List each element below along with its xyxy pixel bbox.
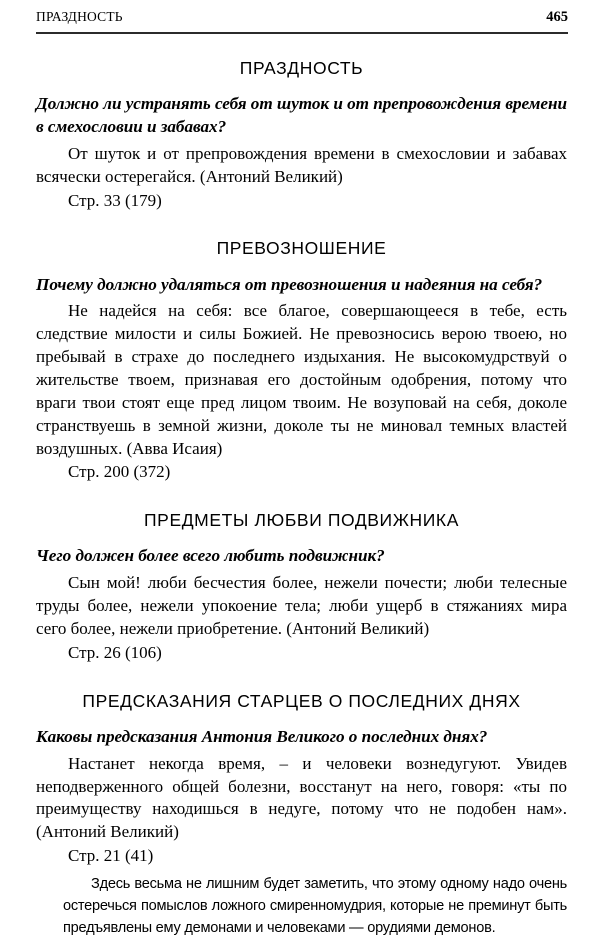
page-number: 465 [546, 9, 568, 25]
section-source: Стр. 200 (372) [68, 462, 171, 482]
section-prevoznoshenie [36, 238, 567, 484]
section-heading: ПРЕВОЗНОШЕНИЕ [216, 238, 387, 259]
section-answer: Настанет некогда время, – и человеки вознедугуют. Увидев неподверженного общей болезни, восстанут на него, говоря: «ты по преимуществу находишься в недуге, потому что не подобен нам». (Антоний Великий) [36, 753, 567, 842]
section-predskazaniya [36, 691, 567, 940]
section-answer: Сын мой! люби бесчестия более, нежели почести; люби телесные труды более, нежели упокоение тела; люби ущерб в стяжаниях мира сего более, нежели приобретение. (Антоний Великий) [36, 573, 567, 639]
section-heading: ПРАЗДНОСТЬ [239, 58, 364, 78]
section-question: Почему должно удаляться от превозношения и надеяния на себя? [36, 274, 543, 294]
section-heading: ПРЕДСКАЗАНИЯ СТАРЦЕВ О ПОСЛЕДНИХ ДНЯХ [82, 690, 521, 711]
section-question: Каковы предсказания Антония Великого о последних днях? [36, 726, 488, 746]
page-content [36, 58, 567, 940]
running-head [36, 10, 568, 34]
section-predmety-lyubvi [36, 510, 567, 664]
running-head-title: ПРАЗДНОСТЬ [36, 9, 123, 24]
header-rule [36, 32, 568, 34]
section-question: Должно ли устранять себя от шуток и от препровождения времени в смехословии и забавах? [36, 94, 567, 136]
section-source: Стр. 33 (179) [68, 190, 162, 210]
section-answer: Не надейся на себя: все благое, совершающееся в тебе, есть следствие милости и силы Божией. Не превозносись верою твоею, но пребывай в страхе до последнего издыхания. Не высокомудрствуй о жительстве твоем, признавая его достойным одобрения, потому что враги твои стоят еще пред лицом твоим. Не возуповай на себя, доколе странствуешь в земной жизни, доколе ты не миновал темных властей воздушных. (Авва Исаия) [36, 301, 567, 458]
section-source: Стр. 21 (41) [68, 846, 154, 866]
editorial-note: Здесь весьма не лишним будет заметить, что этому одному надо очень остеречься помыслов ложного смиренномудрия, которые не преминут быть предъявлены ему демонами и человеками — орудиями демонов. [63, 876, 567, 936]
section-source: Стр. 26 (106) [68, 642, 162, 662]
section-prazdnost [36, 58, 567, 212]
section-heading: ПРЕДМЕТЫ ЛЮБВИ ПОДВИЖНИКА [144, 510, 459, 531]
section-answer: От шуток и от препровождения времени в смехословии и забавах всячески остерегайся. (Антоний Великий) [36, 143, 567, 186]
section-question: Чего должен более всего любить подвижник? [36, 546, 385, 566]
